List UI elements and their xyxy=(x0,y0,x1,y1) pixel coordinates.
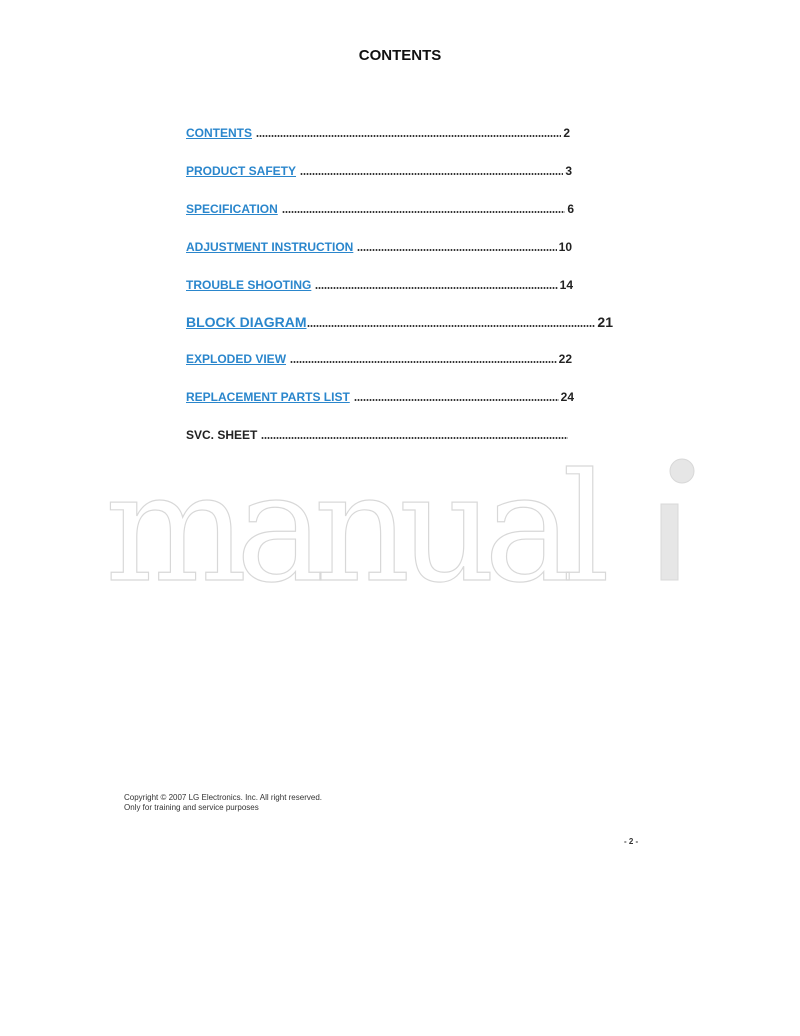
page-title: CONTENTS xyxy=(358,47,442,64)
toc-page: 6 xyxy=(567,202,574,216)
toc-link-specification[interactable]: SPECIFICATION xyxy=(186,202,278,216)
toc-entry-contents xyxy=(186,126,570,140)
toc-page: 21 xyxy=(597,314,613,330)
dot-leader xyxy=(307,325,596,327)
toc-link-exploded-view[interactable]: EXPLODED VIEW xyxy=(186,352,287,366)
toc-link-trouble-shooting[interactable]: TROUBLE SHOOTING xyxy=(186,278,312,292)
dot-leader xyxy=(290,361,557,363)
dot-leader xyxy=(354,399,559,401)
toc-page: 10 xyxy=(558,240,572,254)
toc-entry-specification xyxy=(186,202,574,216)
toc-entry-block-diagram xyxy=(186,314,613,330)
watermark-i-dot xyxy=(670,459,694,483)
toc-link-replacement-parts-list[interactable]: REPLACEMENT PARTS LIST xyxy=(186,390,350,404)
copyright-text: Copyright © 2007 LG Electronics. Inc. All right reserved. xyxy=(124,793,322,802)
footer-copyright-block xyxy=(124,793,322,813)
dot-leader xyxy=(282,211,566,213)
toc-entry-trouble-shooting xyxy=(186,278,573,292)
dot-leader xyxy=(261,437,568,439)
toc-page: 3 xyxy=(565,164,572,178)
toc-entry-replacement-parts-list xyxy=(186,390,574,404)
watermark-i-stem xyxy=(661,504,678,580)
toc-page: 14 xyxy=(559,278,573,292)
toc-page: 2 xyxy=(563,126,570,140)
dot-leader xyxy=(256,135,561,137)
toc-entry-adjustment-instruction xyxy=(186,240,572,254)
dot-leader xyxy=(300,173,563,175)
watermark-logo xyxy=(105,452,705,592)
toc-entry-product-safety xyxy=(186,164,572,178)
dot-leader xyxy=(315,287,557,289)
toc-label-svc-sheet: SVC. SHEET xyxy=(186,428,258,442)
usage-note: Only for training and service purposes xyxy=(124,803,259,812)
toc-page: 24 xyxy=(560,390,574,404)
toc-entry-exploded-view xyxy=(186,352,572,366)
toc-link-product-safety[interactable]: PRODUCT SAFETY xyxy=(186,164,297,178)
watermark-text: manual xyxy=(105,452,610,592)
page-number: - 2 - xyxy=(624,837,639,846)
toc-entry-svc-sheet xyxy=(186,428,570,442)
toc-link-contents[interactable]: CONTENTS xyxy=(186,126,252,140)
dot-leader xyxy=(357,249,556,251)
toc-link-block-diagram[interactable]: BLOCK DIAGRAM xyxy=(186,314,307,330)
toc-page: 22 xyxy=(558,352,572,366)
toc-link-adjustment-instruction[interactable]: ADJUSTMENT INSTRUCTION xyxy=(186,240,354,254)
